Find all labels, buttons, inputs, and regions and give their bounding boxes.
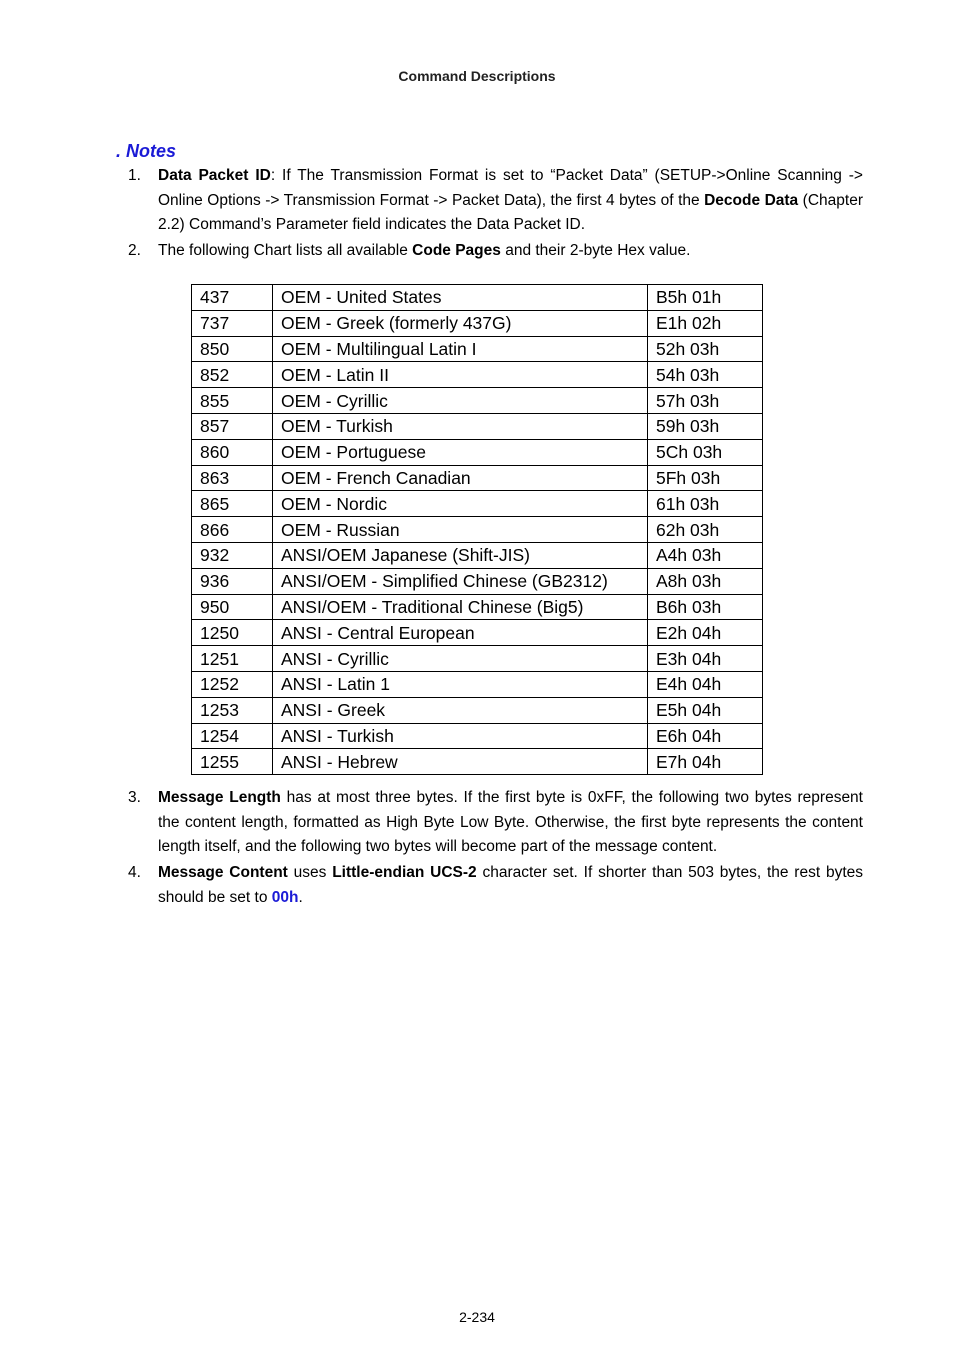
note-item-code-pages xyxy=(128,239,863,264)
table-row xyxy=(192,336,763,362)
code-page-name: ANSI - Latin 1 xyxy=(273,671,648,697)
table-row xyxy=(192,517,763,543)
note-number: 4. xyxy=(128,864,141,881)
code-page-hex: 5Ch 03h xyxy=(648,439,763,465)
note-term: Little-endian UCS-2 xyxy=(332,864,477,881)
code-page-name: ANSI - Turkish xyxy=(273,723,648,749)
code-page-hex: 52h 03h xyxy=(648,336,763,362)
code-page-name: OEM - United States xyxy=(273,285,648,311)
code-page-name: ANSI/OEM - Simplified Chinese (GB2312) xyxy=(273,568,648,594)
code-page-number: 1255 xyxy=(192,749,273,775)
code-page-hex: 54h 03h xyxy=(648,362,763,388)
running-header: Command Descriptions xyxy=(398,68,556,84)
code-page-hex: E3h 04h xyxy=(648,646,763,672)
table-row xyxy=(192,388,763,414)
code-page-hex: E7h 04h xyxy=(648,749,763,775)
code-page-hex: A4h 03h xyxy=(648,542,763,568)
table-row xyxy=(192,697,763,723)
note-text xyxy=(158,164,863,238)
code-page-number: 1254 xyxy=(192,723,273,749)
table-row xyxy=(192,285,763,311)
note-item-message-content xyxy=(128,861,863,910)
code-page-number: 737 xyxy=(192,310,273,336)
code-page-hex: E2h 04h xyxy=(648,620,763,646)
note-number: 2. xyxy=(128,242,141,259)
table-row xyxy=(192,749,763,775)
code-page-number: 852 xyxy=(192,362,273,388)
code-page-name: OEM - Latin II xyxy=(273,362,648,388)
note-body: uses xyxy=(287,864,333,881)
code-page-hex: E1h 02h xyxy=(648,310,763,336)
code-page-number: 932 xyxy=(192,542,273,568)
table-row xyxy=(192,413,763,439)
note-body: (Chapter 2.2) Command’s Parameter field indicates the Data Packet ID. xyxy=(158,191,863,233)
note-term: Decode Data xyxy=(704,191,799,209)
code-page-number: 865 xyxy=(192,491,273,517)
code-page-number: 1252 xyxy=(192,671,273,697)
code-page-hex: A8h 03h xyxy=(648,568,763,594)
code-page-name: OEM - Turkish xyxy=(273,413,648,439)
code-page-number: 857 xyxy=(192,413,273,439)
code-page-name: OEM - French Canadian xyxy=(273,465,648,491)
code-page-number: 855 xyxy=(192,388,273,414)
code-page-hex: 5Fh 03h xyxy=(648,465,763,491)
table-row xyxy=(192,620,763,646)
code-page-number: 936 xyxy=(192,568,273,594)
table-row xyxy=(192,362,763,388)
code-page-number: 850 xyxy=(192,336,273,362)
notes-heading: . Notes xyxy=(116,141,177,161)
code-page-name: OEM - Nordic xyxy=(273,491,648,517)
code-page-name: ANSI - Central European xyxy=(273,620,648,646)
code-page-hex: E4h 04h xyxy=(648,671,763,697)
code-page-number: 1250 xyxy=(192,620,273,646)
code-page-table-body xyxy=(192,285,763,775)
code-page-name: ANSI - Greek xyxy=(273,697,648,723)
note-number: 3. xyxy=(128,789,141,806)
note-item-message-length xyxy=(128,786,863,860)
table-row xyxy=(192,568,763,594)
note-number: 1. xyxy=(128,167,141,184)
note-body: character set. If shorter than 503 bytes, the rest bytes should be set to xyxy=(158,864,863,906)
note-item-data-packet-id xyxy=(128,164,863,238)
code-page-name: OEM - Russian xyxy=(273,517,648,543)
note-body: . xyxy=(298,888,303,906)
code-page-name: OEM - Cyrillic xyxy=(273,388,648,414)
code-page-hex: 61h 03h xyxy=(648,491,763,517)
page-number: 2-234 xyxy=(459,1309,495,1325)
note-text xyxy=(158,239,863,264)
table-row xyxy=(192,723,763,749)
table-row xyxy=(192,491,763,517)
note-body: and their 2-byte Hex value. xyxy=(500,242,691,259)
table-row xyxy=(192,310,763,336)
code-page-table xyxy=(191,284,763,775)
note-text xyxy=(158,861,863,910)
code-page-name: OEM - Greek (formerly 437G) xyxy=(273,310,648,336)
code-page-number: 863 xyxy=(192,465,273,491)
table-row xyxy=(192,465,763,491)
table-row xyxy=(192,542,763,568)
note-body: has at most three bytes. If the first byte is 0xFF, the following two bytes represent the content length, formatted as High Byte Low Byte. Otherwise, the first byte represents the content length itself, and the following two bytes will become part of the message content. xyxy=(158,789,863,855)
code-page-hex: B6h 03h xyxy=(648,594,763,620)
code-page-number: 866 xyxy=(192,517,273,543)
code-page-hex: 59h 03h xyxy=(648,413,763,439)
code-page-number: 437 xyxy=(192,285,273,311)
note-term: Message Content xyxy=(158,864,288,881)
code-page-number: 860 xyxy=(192,439,273,465)
note-body: : If The Transmission Format is set to “Packet Data” (SETUP->Online Scanning -> Online Options -> Transmission Format -> Packet Data), the first 4 bytes of the xyxy=(158,167,863,209)
code-page-name: ANSI/OEM Japanese (Shift-JIS) xyxy=(273,542,648,568)
note-term: Message Length xyxy=(158,789,281,806)
table-row xyxy=(192,671,763,697)
note-term: Data Packet ID xyxy=(158,167,271,184)
table-row xyxy=(192,439,763,465)
table-row xyxy=(192,594,763,620)
code-page-hex: E5h 04h xyxy=(648,697,763,723)
note-term: Code Pages xyxy=(412,242,501,259)
code-page-name: ANSI - Cyrillic xyxy=(273,646,648,672)
code-page-name: OEM - Portuguese xyxy=(273,439,648,465)
code-page-hex: 57h 03h xyxy=(648,388,763,414)
code-page-name: ANSI - Hebrew xyxy=(273,749,648,775)
code-page-number: 1251 xyxy=(192,646,273,672)
code-page-number: 950 xyxy=(192,594,273,620)
code-page-hex: B5h 01h xyxy=(648,285,763,311)
code-page-name: OEM - Multilingual Latin I xyxy=(273,336,648,362)
code-page-hex: 62h 03h xyxy=(648,517,763,543)
highlight-value: 00h xyxy=(271,888,299,906)
code-page-number: 1253 xyxy=(192,697,273,723)
code-page-name: ANSI/OEM - Traditional Chinese (Big5) xyxy=(273,594,648,620)
note-text xyxy=(158,786,863,860)
note-body: The following Chart lists all available xyxy=(158,242,413,259)
code-page-hex: E6h 04h xyxy=(648,723,763,749)
table-row xyxy=(192,646,763,672)
